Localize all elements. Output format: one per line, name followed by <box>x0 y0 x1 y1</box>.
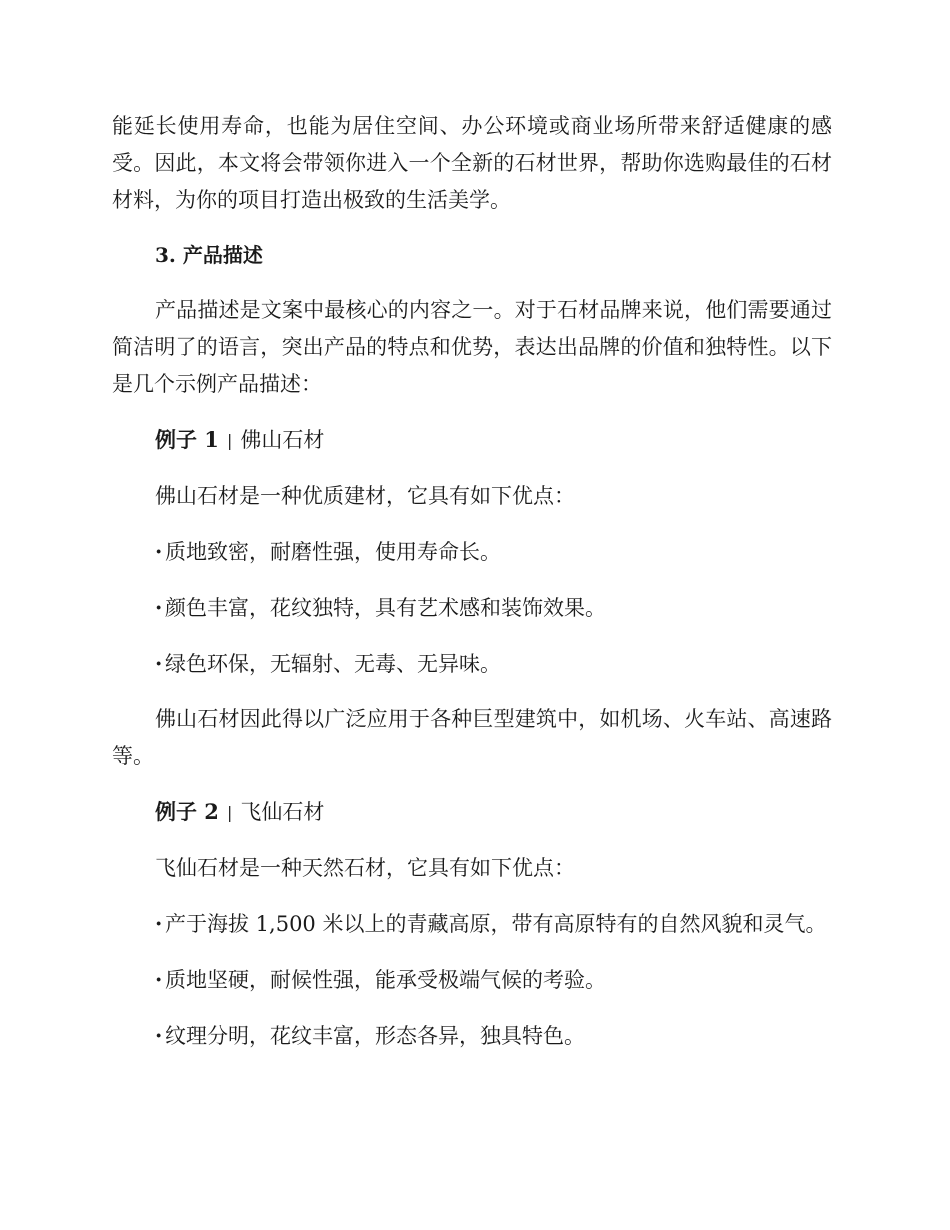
example-2-intro: 飞仙石材是一种天然石材，它具有如下优点： <box>155 856 575 880</box>
example-1-intro: 佛山石材是一种优质建材，它具有如下优点： <box>155 484 575 508</box>
bullet-text: 产于海拔 1,500 米以上的青藏高原，带有高原特有的自然风貌和灵气。 <box>165 912 827 936</box>
example-1-conclusion: 佛山石材因此得以广泛应用于各种巨型建筑中，如机场、火车站、高速路等。 <box>112 707 832 768</box>
example-2-bullet <box>112 1017 832 1055</box>
bullet-dot: · <box>155 911 163 936</box>
bullet-dot: · <box>155 539 163 564</box>
example-2-bullet <box>112 905 832 943</box>
bullet-dot: · <box>155 967 163 992</box>
bullet-dot: · <box>155 651 163 676</box>
example-1-bullet <box>112 533 832 571</box>
example-name: 飞仙石材 <box>240 800 325 824</box>
example-1-title <box>112 421 832 460</box>
section-heading: 3. 产品描述 <box>155 243 263 267</box>
example-name: 佛山石材 <box>240 428 325 452</box>
example-label: 例子 1 <box>155 427 219 452</box>
example-1-bullet <box>112 589 832 627</box>
example-separator: | <box>226 431 233 450</box>
bullet-dot: · <box>155 1023 163 1048</box>
bullet-text: 绿色环保，无辐射、无毒、无异味。 <box>165 652 501 676</box>
example-separator: | <box>226 803 233 822</box>
example-2-bullet <box>112 961 832 999</box>
bullet-text: 质地致密，耐磨性强，使用寿命长。 <box>165 540 501 564</box>
bullet-dot: · <box>155 595 163 620</box>
example-2-title <box>112 793 832 832</box>
example-1-bullet <box>112 645 832 683</box>
bullet-text: 纹理分明，花纹丰富，形态各异，独具特色。 <box>165 1024 585 1048</box>
example-label: 例子 2 <box>155 799 219 824</box>
section-description: 产品描述是文案中最核心的内容之一。对于石材品牌来说，他们需要通过简洁明了的语言，突出产品的特点和优势，表达出品牌的价值和独特性。以下是几个示例产品描述： <box>112 298 832 396</box>
bullet-text: 颜色丰富，花纹独特，具有艺术感和装饰效果。 <box>165 596 606 620</box>
intro-paragraph: 能延长使用寿命，也能为居住空间、办公环境或商业场所带来舒适健康的感受。因此，本文将会带领你进入一个全新的石材世界，帮助你选购最佳的石材材料，为你的项目打造出极致的生活美学。 <box>112 114 832 212</box>
bullet-text: 质地坚硬，耐候性强，能承受极端气候的考验。 <box>165 968 606 992</box>
document-page <box>112 108 832 1073</box>
